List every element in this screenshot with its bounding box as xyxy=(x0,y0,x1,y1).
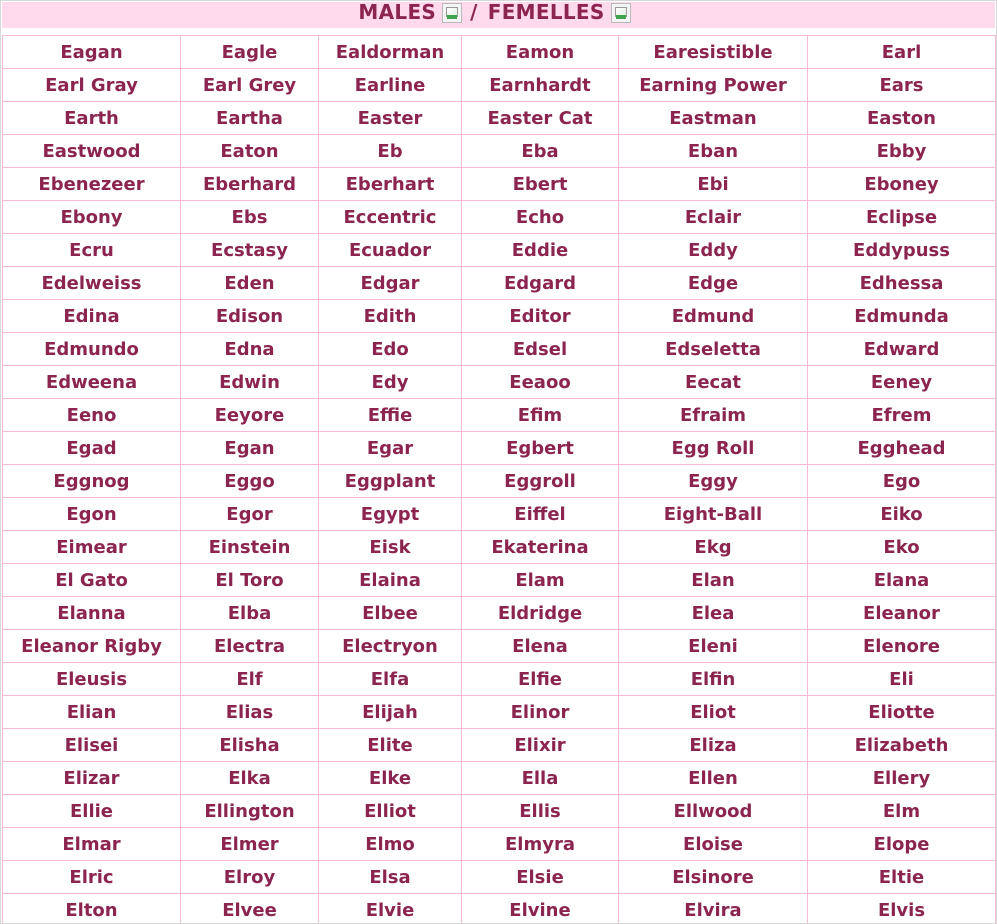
name-cell[interactable]: Earnhardt xyxy=(462,69,619,102)
table-row xyxy=(3,102,996,135)
name-cell[interactable]: Eliza xyxy=(619,729,808,762)
name-cell[interactable]: Elke xyxy=(319,762,462,795)
name-cell[interactable]: Edo xyxy=(319,333,462,366)
name-cell[interactable]: Edna xyxy=(181,333,319,366)
name-cell[interactable]: Eli xyxy=(808,663,996,696)
name-cell[interactable]: Eleni xyxy=(619,630,808,663)
name-cell[interactable]: Edward xyxy=(808,333,996,366)
name-cell[interactable]: Edmund xyxy=(619,300,808,333)
table-row xyxy=(3,69,996,102)
name-cell[interactable]: Edy xyxy=(319,366,462,399)
name-cell[interactable]: El Toro xyxy=(181,564,319,597)
name-cell[interactable]: Eban xyxy=(619,135,808,168)
table-row xyxy=(3,663,996,696)
table-row xyxy=(3,531,996,564)
name-cell[interactable]: Eccentric xyxy=(319,201,462,234)
name-cell[interactable]: Eggy xyxy=(619,465,808,498)
table-row xyxy=(3,795,996,828)
name-cell[interactable]: Earline xyxy=(319,69,462,102)
name-cell[interactable]: Elian xyxy=(3,696,181,729)
name-cell[interactable]: Elea xyxy=(619,597,808,630)
name-cell[interactable]: Ellie xyxy=(3,795,181,828)
name-cell[interactable]: Elsie xyxy=(462,861,619,894)
name-cell[interactable]: Eko xyxy=(808,531,996,564)
name-cell[interactable]: Egghead xyxy=(808,432,996,465)
name-cell[interactable]: Ebs xyxy=(181,201,319,234)
name-cell[interactable]: Eiko xyxy=(808,498,996,531)
name-cell[interactable]: Earesistible xyxy=(619,36,808,69)
name-cell[interactable]: Editor xyxy=(462,300,619,333)
table-row xyxy=(3,696,996,729)
name-cell[interactable]: Elisha xyxy=(181,729,319,762)
name-cell[interactable]: Eberhard xyxy=(181,168,319,201)
name-cell[interactable]: Earning Power xyxy=(619,69,808,102)
name-cell[interactable]: Ellwood xyxy=(619,795,808,828)
name-cell[interactable]: Eeney xyxy=(808,366,996,399)
name-cell[interactable]: Edmunda xyxy=(808,300,996,333)
name-cell[interactable]: Elsa xyxy=(319,861,462,894)
table-row xyxy=(3,564,996,597)
name-cell[interactable]: Elvee xyxy=(181,894,319,924)
name-cell[interactable]: Elvis xyxy=(808,894,996,924)
table-row xyxy=(3,300,996,333)
name-cell[interactable]: Ealdorman xyxy=(319,36,462,69)
name-cell[interactable]: Eamon xyxy=(462,36,619,69)
name-cell[interactable]: Ellen xyxy=(619,762,808,795)
name-cell[interactable]: Elbee xyxy=(319,597,462,630)
name-cell[interactable]: Ekg xyxy=(619,531,808,564)
name-cell[interactable]: Elmer xyxy=(181,828,319,861)
name-cell[interactable]: Eimear xyxy=(3,531,181,564)
males-label[interactable]: MALES xyxy=(358,0,437,24)
name-cell[interactable]: Eleanor Rigby xyxy=(3,630,181,663)
name-cell[interactable]: Edith xyxy=(319,300,462,333)
name-cell[interactable]: Edwin xyxy=(181,366,319,399)
name-cell[interactable]: Elope xyxy=(808,828,996,861)
name-cell[interactable]: Elite xyxy=(319,729,462,762)
name-cell[interactable]: Eeaoo xyxy=(462,366,619,399)
name-cell[interactable]: Elaina xyxy=(319,564,462,597)
name-cell[interactable]: Elam xyxy=(462,564,619,597)
name-cell[interactable]: Egbert xyxy=(462,432,619,465)
table-row xyxy=(3,432,996,465)
name-cell[interactable]: Eggplant xyxy=(319,465,462,498)
name-cell[interactable]: Easter xyxy=(319,102,462,135)
name-cell[interactable]: Egar xyxy=(319,432,462,465)
name-cell[interactable]: Elmar xyxy=(3,828,181,861)
name-cell[interactable]: Efraim xyxy=(619,399,808,432)
name-cell[interactable]: Elm xyxy=(808,795,996,828)
name-cell[interactable]: Elfa xyxy=(319,663,462,696)
name-cell[interactable]: Edgar xyxy=(319,267,462,300)
name-cell[interactable]: Eastwood xyxy=(3,135,181,168)
name-cell[interactable]: Eight-Ball xyxy=(619,498,808,531)
name-cell[interactable]: Electryon xyxy=(319,630,462,663)
name-cell[interactable]: Elizabeth xyxy=(808,729,996,762)
name-cell[interactable]: Eleusis xyxy=(3,663,181,696)
name-cell[interactable]: Ebi xyxy=(619,168,808,201)
name-cell[interactable]: Eden xyxy=(181,267,319,300)
name-cell[interactable]: Elan xyxy=(619,564,808,597)
name-cell[interactable]: Egan xyxy=(181,432,319,465)
table-row xyxy=(3,465,996,498)
name-cell[interactable]: Eclipse xyxy=(808,201,996,234)
name-cell[interactable]: Eddy xyxy=(619,234,808,267)
name-cell[interactable]: Ebenezeer xyxy=(3,168,181,201)
name-cell[interactable]: Elias xyxy=(181,696,319,729)
name-cell[interactable]: Edweena xyxy=(3,366,181,399)
name-cell[interactable]: Electra xyxy=(181,630,319,663)
table-row xyxy=(3,828,996,861)
table-row xyxy=(3,399,996,432)
name-cell[interactable]: Ekaterina xyxy=(462,531,619,564)
name-cell[interactable]: Eliot xyxy=(619,696,808,729)
name-cell[interactable]: Elisei xyxy=(3,729,181,762)
header-separator: / xyxy=(470,0,478,24)
name-cell[interactable]: Elroy xyxy=(181,861,319,894)
name-cell[interactable]: Ebert xyxy=(462,168,619,201)
name-cell[interactable]: Eboney xyxy=(808,168,996,201)
name-cell[interactable]: Ecru xyxy=(3,234,181,267)
name-cell[interactable]: Ego xyxy=(808,465,996,498)
table-row xyxy=(3,597,996,630)
name-cell[interactable]: Eeno xyxy=(3,399,181,432)
name-cell[interactable]: Elvira xyxy=(619,894,808,924)
name-cell[interactable]: Eagle xyxy=(181,36,319,69)
table-row xyxy=(3,630,996,663)
name-cell[interactable]: Eagan xyxy=(3,36,181,69)
name-cell[interactable]: Elric xyxy=(3,861,181,894)
table-header xyxy=(2,2,995,28)
name-cell[interactable]: Eberhart xyxy=(319,168,462,201)
name-cell[interactable]: Eiffel xyxy=(462,498,619,531)
name-cell[interactable]: Elijah xyxy=(319,696,462,729)
name-cell[interactable]: Elixir xyxy=(462,729,619,762)
name-cell[interactable]: Effie xyxy=(319,399,462,432)
name-cell[interactable]: Ella xyxy=(462,762,619,795)
name-cell[interactable]: Edsel xyxy=(462,333,619,366)
table-row xyxy=(3,168,996,201)
name-cell[interactable]: Edhessa xyxy=(808,267,996,300)
table-row xyxy=(3,498,996,531)
name-cell[interactable]: Eeyore xyxy=(181,399,319,432)
name-cell[interactable]: Ellery xyxy=(808,762,996,795)
names-table xyxy=(2,35,996,924)
name-cell[interactable]: Eddie xyxy=(462,234,619,267)
name-cell[interactable]: Elanna xyxy=(3,597,181,630)
name-cell[interactable]: Efrem xyxy=(808,399,996,432)
name-cell[interactable]: Elton xyxy=(3,894,181,924)
name-cell[interactable]: Egad xyxy=(3,432,181,465)
name-cell[interactable]: Eclair xyxy=(619,201,808,234)
name-cell[interactable]: Eggroll xyxy=(462,465,619,498)
name-cell[interactable]: Echo xyxy=(462,201,619,234)
name-cell[interactable]: Edmundo xyxy=(3,333,181,366)
table-row xyxy=(3,267,996,300)
name-cell[interactable]: Elfie xyxy=(462,663,619,696)
name-cell[interactable]: Eleanor xyxy=(808,597,996,630)
name-cell[interactable]: Eddypuss xyxy=(808,234,996,267)
name-cell[interactable]: Egg Roll xyxy=(619,432,808,465)
table-row xyxy=(3,894,996,924)
name-cell[interactable]: Eloise xyxy=(619,828,808,861)
name-cell[interactable]: Earl Grey xyxy=(181,69,319,102)
name-cell[interactable]: Eliotte xyxy=(808,696,996,729)
name-cell[interactable]: Edgard xyxy=(462,267,619,300)
name-cell[interactable]: Elliot xyxy=(319,795,462,828)
name-cell[interactable]: Edseletta xyxy=(619,333,808,366)
name-cell[interactable]: Elmo xyxy=(319,828,462,861)
table-row xyxy=(3,729,996,762)
table-row xyxy=(3,201,996,234)
name-cell[interactable]: Elinor xyxy=(462,696,619,729)
name-cell[interactable]: Eltie xyxy=(808,861,996,894)
name-cell[interactable]: Ears xyxy=(808,69,996,102)
broken-image-icon[interactable] xyxy=(442,3,462,23)
name-cell[interactable]: Elka xyxy=(181,762,319,795)
table-row xyxy=(3,36,996,69)
name-cell[interactable]: Elana xyxy=(808,564,996,597)
name-cell[interactable]: Ecuador xyxy=(319,234,462,267)
name-cell[interactable]: Egypt xyxy=(319,498,462,531)
name-cell[interactable]: Ebby xyxy=(808,135,996,168)
name-cell[interactable]: Eastman xyxy=(619,102,808,135)
broken-image-icon[interactable] xyxy=(611,3,631,23)
name-cell[interactable]: Einstein xyxy=(181,531,319,564)
name-cell[interactable]: Earth xyxy=(3,102,181,135)
name-cell[interactable]: Elsinore xyxy=(619,861,808,894)
name-cell[interactable]: Elf xyxy=(181,663,319,696)
name-cell[interactable]: Efim xyxy=(462,399,619,432)
name-cell[interactable]: Eaton xyxy=(181,135,319,168)
name-cell[interactable]: Eecat xyxy=(619,366,808,399)
name-cell[interactable]: Eldridge xyxy=(462,597,619,630)
name-cell[interactable]: Edison xyxy=(181,300,319,333)
name-cell[interactable]: Egor xyxy=(181,498,319,531)
name-cell[interactable]: El Gato xyxy=(3,564,181,597)
name-cell[interactable]: Elizar xyxy=(3,762,181,795)
name-cell[interactable]: Edina xyxy=(3,300,181,333)
name-cell[interactable]: Elvine xyxy=(462,894,619,924)
name-cell[interactable]: Eggo xyxy=(181,465,319,498)
table-row xyxy=(3,234,996,267)
name-cell[interactable]: Eisk xyxy=(319,531,462,564)
name-cell[interactable]: Elba xyxy=(181,597,319,630)
table-row xyxy=(3,333,996,366)
table-row xyxy=(3,366,996,399)
name-cell[interactable]: Eggnog xyxy=(3,465,181,498)
name-cell[interactable]: Ellis xyxy=(462,795,619,828)
name-cell[interactable]: Eb xyxy=(319,135,462,168)
name-cell[interactable]: Ecstasy xyxy=(181,234,319,267)
name-cell[interactable]: Edelweiss xyxy=(3,267,181,300)
name-cell[interactable]: Eba xyxy=(462,135,619,168)
name-cell[interactable]: Earl xyxy=(808,36,996,69)
name-cell[interactable]: Earl Gray xyxy=(3,69,181,102)
name-cell[interactable]: Elena xyxy=(462,630,619,663)
table-row xyxy=(3,861,996,894)
name-cell[interactable]: Elenore xyxy=(808,630,996,663)
name-cell[interactable]: Ebony xyxy=(3,201,181,234)
name-cell[interactable]: Ellington xyxy=(181,795,319,828)
name-cell[interactable]: Elfin xyxy=(619,663,808,696)
name-cell[interactable]: Elvie xyxy=(319,894,462,924)
name-cell[interactable]: Elmyra xyxy=(462,828,619,861)
name-cell[interactable]: Easter Cat xyxy=(462,102,619,135)
table-row xyxy=(3,135,996,168)
femelles-label[interactable]: FEMELLES xyxy=(487,0,605,24)
table-row xyxy=(3,762,996,795)
name-cell[interactable]: Egon xyxy=(3,498,181,531)
name-cell[interactable]: Edge xyxy=(619,267,808,300)
name-cell[interactable]: Eartha xyxy=(181,102,319,135)
name-cell[interactable]: Easton xyxy=(808,102,996,135)
